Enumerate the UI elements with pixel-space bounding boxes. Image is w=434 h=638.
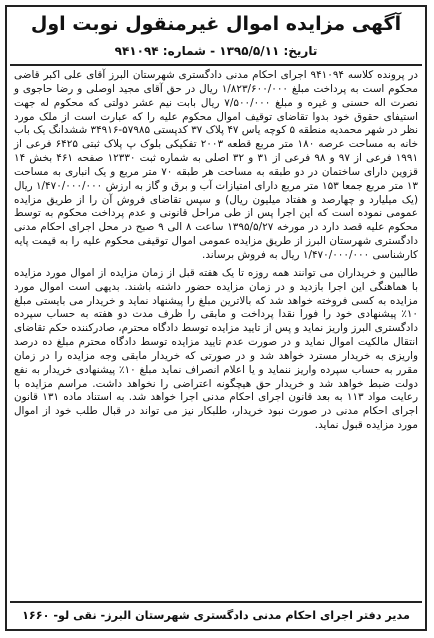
notice-body	[14, 69, 418, 433]
footer-divider	[10, 601, 422, 603]
notice-paragraph-2: طالبین و خریداران می توانند همه روزه تا یک هفته قبل از زمان مزایده از اموال مورد مزایده با هماهنگی این اجرا بازدید و در زمان مزایده حضور داشته باشند. بدیهی است اموال مورد مزایده به کسی فروخته خواهد شد که بالاترین مبلغ را پیشنهاد نماید و خریدار می بایستی مبلغ ۱۰٪ پیشنهادی خود را فورا نقدا پرداخت و مابقی را ظرف مدت دو هفته به حساب سپرده دادگستری البرز واریز نماید و پس از تایید مزایده توسط دادگاه محترم، صادرکننده حکم تقاضای انتقال مالکیت اموال نماید و در صورت عدم تایید مزایده توسط دادگاه محترم مبلغ ده درصد واریزی به خریدار مسترد خواهد شد و در صورتی که خریدار مابقی وجه مزایده را در زمان مقرر به حساب سپرده واریز ننماید و یا اعلام انصراف نماید مبلغ ۱۰٪ پیشنهادی خریدار به نفع دولت ضبط خواهد شد و خریدار حق هیچگونه اعتراضی را نخواهد داشت. مراسم مزایده با رعایت مواد ۱۱۳ به بعد قانون اجرای احکام مدنی اجرا خواهد شد. به استناد ماده ۱۳۱ قانون اجرای احکام مدنی در صورت نبود خریدار، طلبکار نیز می تواند در قبال طلب خود از اموال مورد مزایده قبول نماید.	[14, 266, 418, 432]
header-divider	[10, 64, 422, 66]
notice-date-number: تاریخ: ۱۳۹۵/۵/۱۱ - شماره: ۹۴۱۰۹۴	[114, 44, 318, 58]
auction-notice	[5, 5, 427, 631]
notice-paragraph-1: در پرونده کلاسه ۹۴۱۰۹۴ اجرای احکام مدنی دادگستری شهرستان البرز آقای علی اکبر قاضی محکوم است به پرداخت مبلغ ۱/۸۲۳/۶۰۰/۰۰۰ ریال در حق آقای مجید اوصلی و رضا حاجوی و نصرت اله حسنی و غیره و مبلغ ۷/۵۰۰/۰۰۰ ریال بابت نیم عشر دولتی که محکوم له جهت استیفای حقوق خود بدوا تقاضای توقیف اموال محکوم علیه را که عبارت است از ملک مورد نظر در شهر محمدیه منطقه ۵ کوچه یاس ۴۷ پلاک ۳۷ کدپستی ۵۷۹۸۵-۳۴۹۱۶ ششدانگ یک باب خانه به مساحت عرصه ۱۸۰ متر مربع قطعه ۲۰۰۳ تفکیکی بلوک پ پلاک ثبتی ۶۴۲۵ فرعی از ۱۹۹۱ فرعی از ۹۷ و ۹۸ فرعی از ۳۱ و ۳۲ اصلی به شماره ثبت ۱۲۳۳۰ صفحه ۴۶۱ بخش ۱۴ قزوین دارای ساختمان در دو طبقه به مساحت هر طبقه ۷۰ متر مربع و یک انباری به مساحت ۱۳ متر مربع جمعا ۱۵۳ متر مربع دارای امتیازات آب و برق و گاز به ارزش ۱/۴۷۰/۰۰۰/۰۰۰ ریال (یک میلیارد و چهارصد و هفتاد میلیون ریال) و سپس تقاضای فروش آن را از طریق مزایده عمومی نموده است که این اجرا پس از طی مراحل قانونی و عدم پرداخت محکوم به توسط محکوم علیه قصد دارد در مورخه ۱۳۹۵/۵/۲۷ ساعت ۸ الی ۹ صبح در محل اجرای احکام مدنی دادگستری شهرستان البرز از طریق مزایده عمومی اموال توقیفی محکوم علیه را به قیمت پایه کارشناسی ۱/۴۷۰/۰۰۰/۰۰۰ ریال به فروش برساند.	[14, 69, 419, 261]
notice-title: آگهی مزایده اموال غیرمنقول نوبت اول	[30, 13, 402, 35]
notice-signature: مدیر دفتر اجرای احکام مدنی دادگستری شهرستان البرز- نقی لو- ۱۶۶۰	[22, 609, 410, 622]
